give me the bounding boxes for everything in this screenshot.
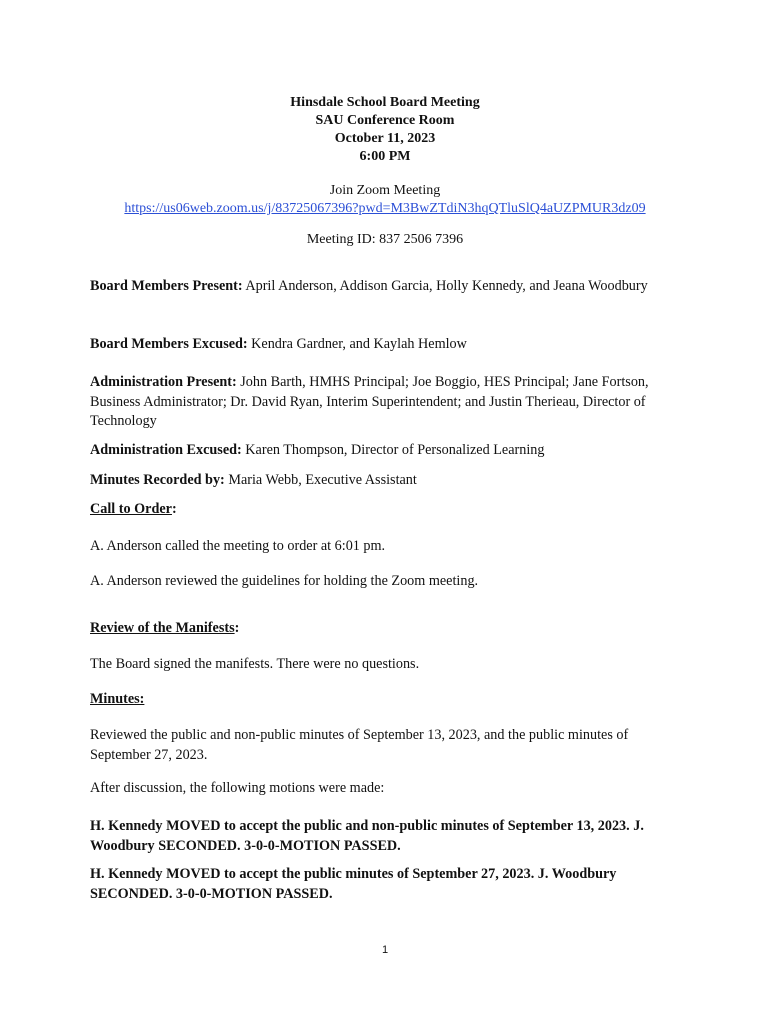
admin-excused-names: Karen Thompson, Director of Personalized Learning bbox=[241, 442, 545, 458]
board-present-names: April Anderson, Addison Garcia, Holly Kennedy, and Jeana Woodbury bbox=[242, 278, 648, 294]
manifests-colon: : bbox=[234, 620, 240, 636]
minutes-heading bbox=[90, 690, 678, 710]
admin-excused-label: Administration Excused: bbox=[90, 442, 242, 458]
admin-present-label: Administration Present: bbox=[90, 374, 237, 390]
zoom-meeting-link[interactable]: https://us06web.zoom.us/j/83725067396?pwd=M3BwZTdiN3hqQTluSlQ4aUZPMUR3dz09 bbox=[124, 201, 646, 216]
call-to-order-line1: A. Anderson called the meeting to order at 6:01 pm. bbox=[90, 538, 386, 554]
page-number: 1 bbox=[381, 944, 389, 956]
admin-excused-paragraph bbox=[90, 441, 678, 461]
minutes-title: Minutes: bbox=[90, 691, 145, 707]
call-to-order-line2: A. Anderson reviewed the guidelines for holding the Zoom meeting. bbox=[90, 573, 479, 589]
board-excused-paragraph bbox=[90, 335, 678, 355]
motion-september-13: H. Kennedy MOVED to accept the public and non-public minutes of September 13, 2023. J. Woodbury SECONDED. 3-0-0-MOTION PASSED. bbox=[90, 818, 644, 854]
call-to-order-title: Call to Order bbox=[90, 501, 172, 517]
admin-present-names: John Barth, HMHS Principal; Joe Boggio, HES Principal; Jane Fortson, Business Administrator; Dr. David Ryan, Interim Superintendent; and Justin Therieau, Director of Technology bbox=[90, 374, 649, 429]
board-excused-label: Board Members Excused: bbox=[90, 336, 248, 352]
zoom-meeting-id: Meeting ID: 837 2506 7396 bbox=[306, 232, 464, 247]
manifests-heading bbox=[90, 619, 678, 639]
call-to-order-heading bbox=[90, 500, 678, 520]
meeting-time: 6:00 PM bbox=[359, 149, 411, 164]
manifests-text: The Board signed the manifests. There were no questions. bbox=[90, 656, 420, 672]
minutes-recorded-name: Maria Webb, Executive Assistant bbox=[224, 472, 417, 488]
zoom-info bbox=[0, 182, 770, 218]
minutes-after-text: After discussion, the following motions were made: bbox=[90, 780, 385, 796]
manifests-title: Review of the Manifests bbox=[90, 620, 235, 636]
meeting-header bbox=[0, 94, 770, 166]
meeting-title: Hinsdale School Board Meeting bbox=[290, 95, 480, 110]
board-excused-names: Kendra Gardner, and Kaylah Hemlow bbox=[247, 336, 467, 352]
board-present-label: Board Members Present: bbox=[90, 278, 243, 294]
zoom-join-label: Join Zoom Meeting bbox=[329, 183, 441, 198]
admin-present-paragraph bbox=[90, 373, 678, 432]
meeting-location: SAU Conference Room bbox=[315, 113, 455, 128]
meeting-date: October 11, 2023 bbox=[334, 131, 436, 146]
motion-september-27: H. Kennedy MOVED to accept the public minutes of September 27, 2023. J. Woodbury SECONDED. 3-0-0-MOTION PASSED. bbox=[90, 866, 617, 902]
call-to-order-colon: : bbox=[171, 501, 177, 517]
minutes-reviewed-text: Reviewed the public and non-public minutes of September 13, 2023, and the public minutes of September 27, 2023. bbox=[90, 727, 629, 763]
minutes-recorded-paragraph bbox=[90, 471, 678, 491]
board-present-paragraph bbox=[90, 277, 678, 297]
minutes-recorded-label: Minutes Recorded by: bbox=[90, 472, 225, 488]
